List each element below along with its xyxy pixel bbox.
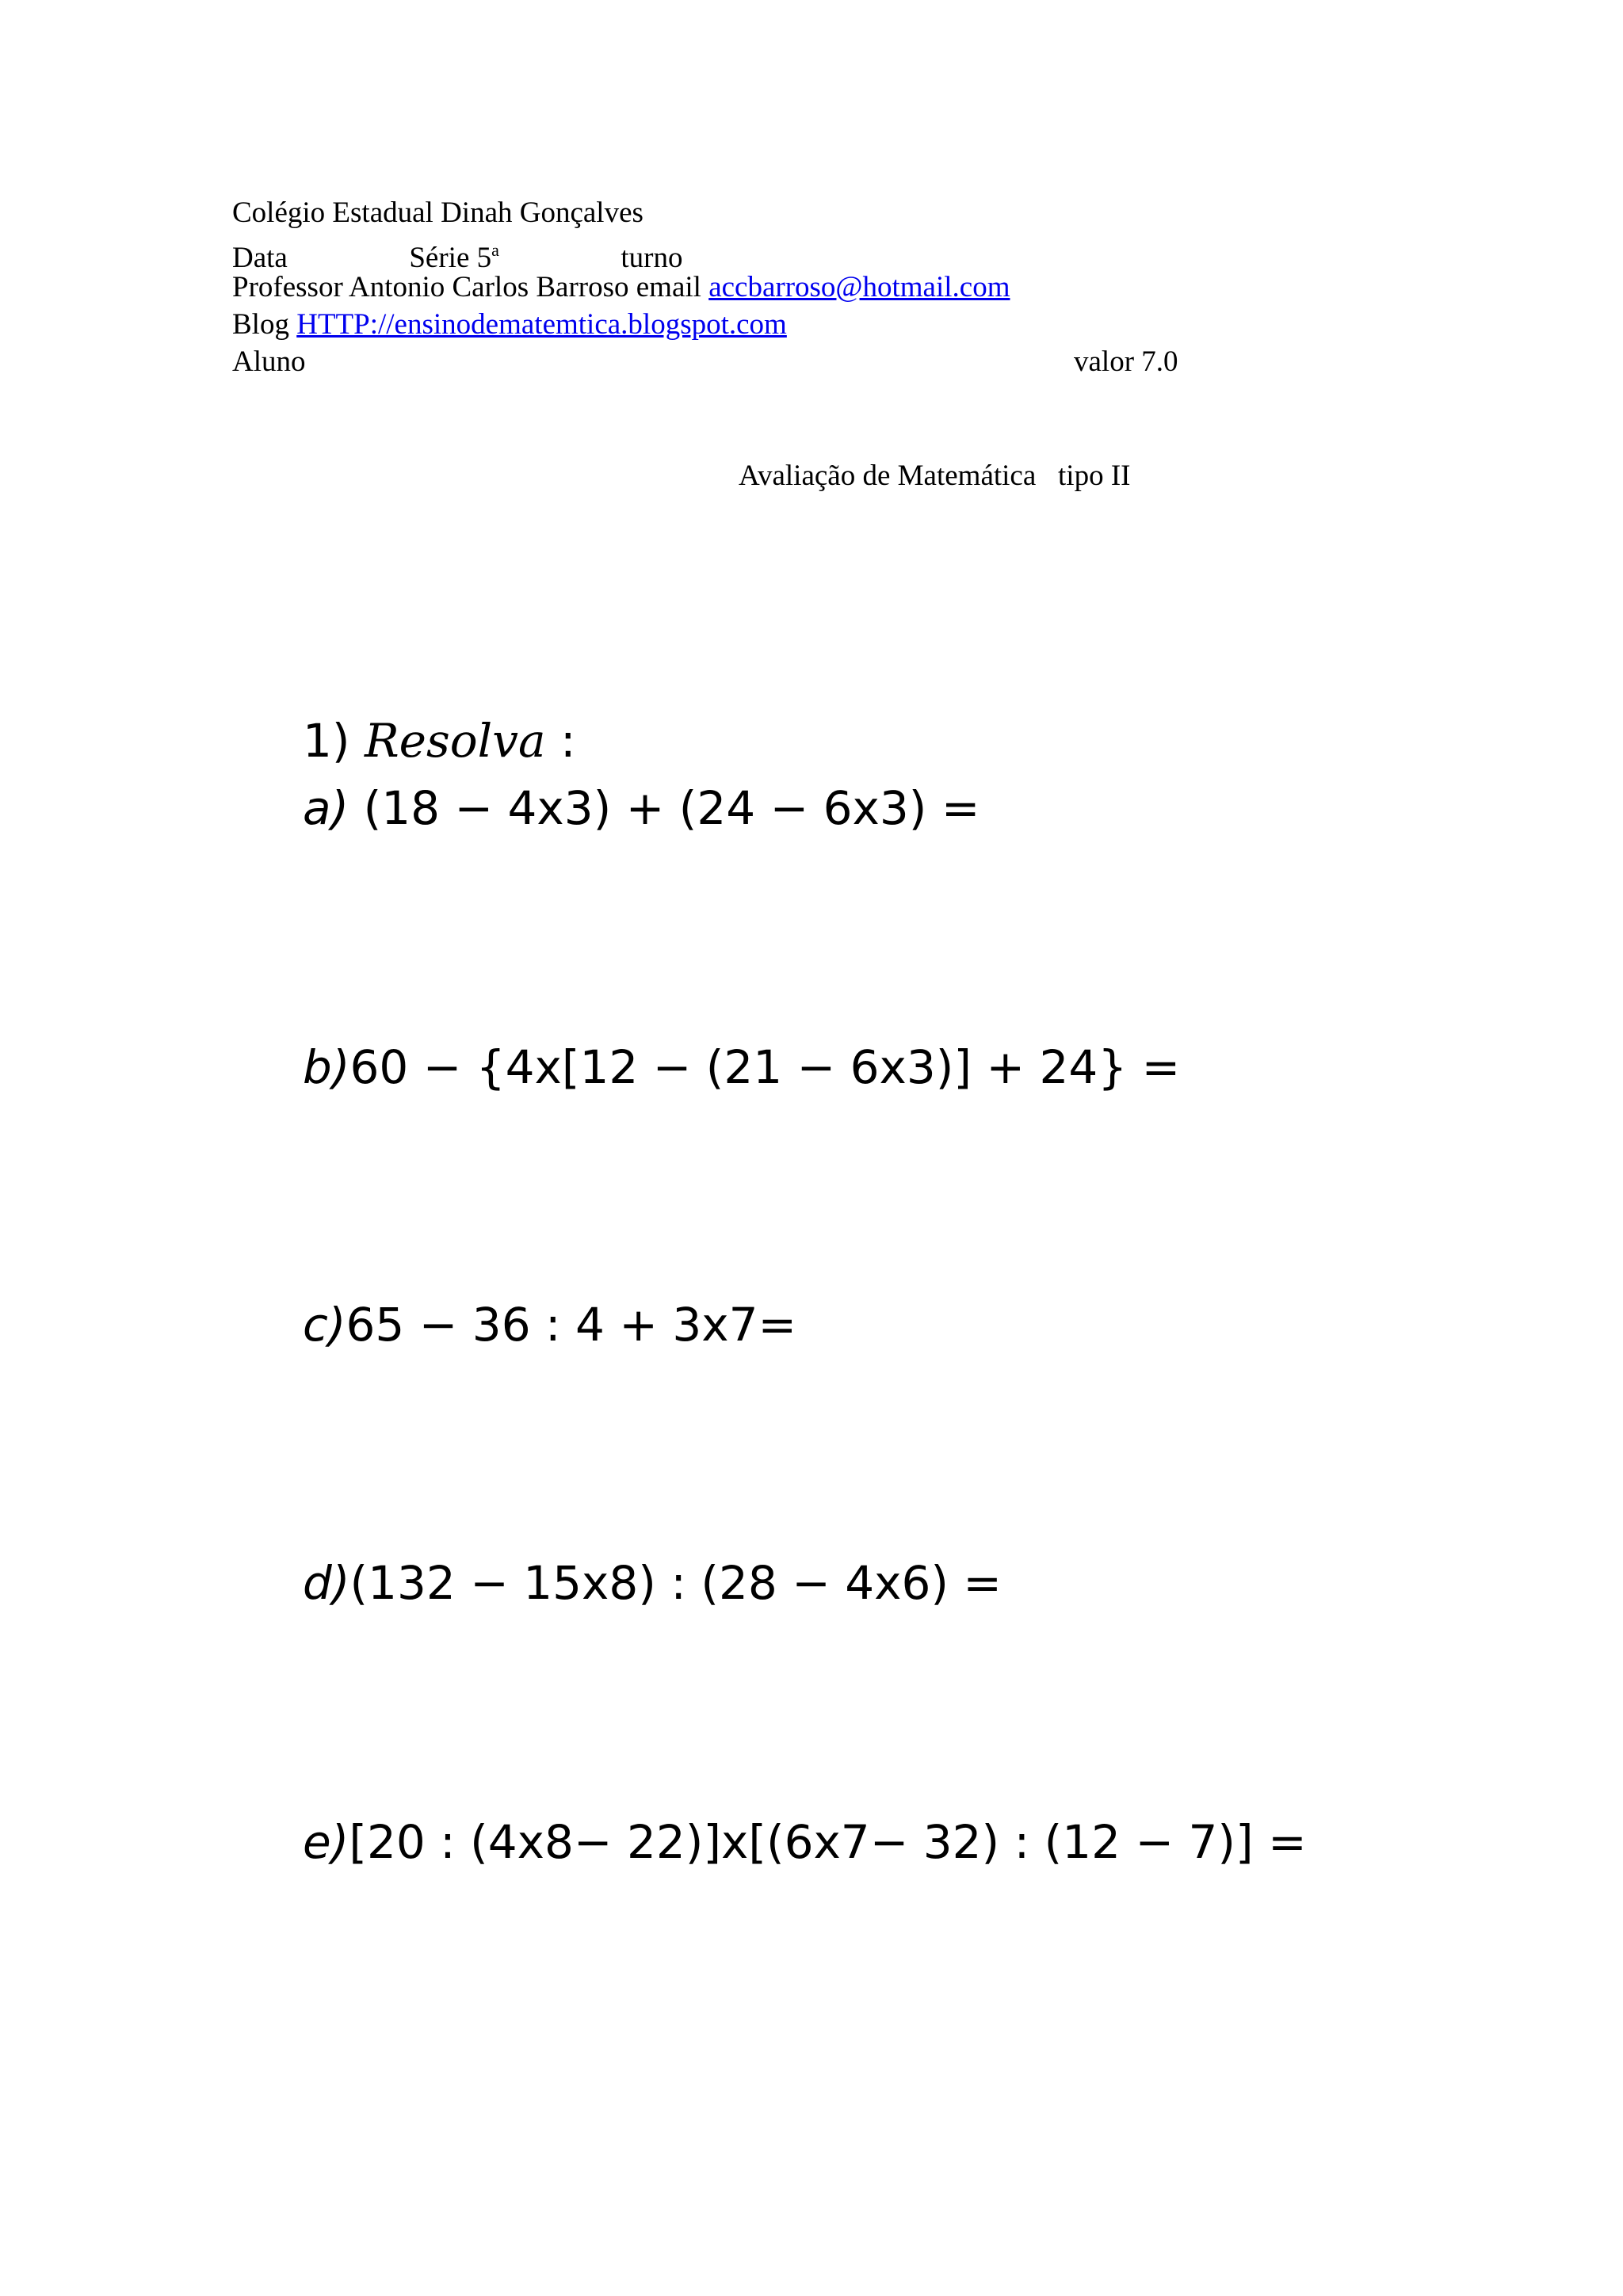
question-heading <box>303 713 576 769</box>
school-name: Colégio Estadual Dinah Gonçalves <box>232 196 643 229</box>
problem-b <box>303 1039 1180 1095</box>
blog-line <box>232 307 787 343</box>
aluno-label: Aluno <box>232 345 306 378</box>
professor-text: Professor Antonio Carlos Barroso email <box>232 271 709 303</box>
turno-label: turno <box>621 242 683 274</box>
data-label: Data <box>232 242 288 274</box>
problem-a-expression: (18 − 4x3) + (24 − 6x3) = <box>349 781 980 835</box>
serie-superscript: a <box>491 240 499 260</box>
problem-d <box>303 1555 1002 1611</box>
valor-label: valor 7.0 <box>1074 345 1178 378</box>
problem-c <box>303 1297 796 1352</box>
question-colon: : <box>559 714 576 768</box>
problem-c-letter: c) <box>303 1298 346 1352</box>
professor-line <box>232 269 1010 306</box>
problem-b-letter: b) <box>303 1040 350 1094</box>
blog-label: Blog <box>232 308 297 341</box>
problem-d-letter: d) <box>303 1556 350 1610</box>
question-instruction: Resolva <box>364 714 546 768</box>
serie-label: Série 5 <box>409 242 492 274</box>
problem-e-expression: [20 : (4x8− 22)]x[(6x7− 32) : (12 − 7)] = <box>349 1815 1307 1869</box>
blog-link[interactable]: HTTP://ensinodematemtica.blogspot.com <box>296 308 787 341</box>
problem-e-letter: e) <box>303 1815 349 1869</box>
question-number: 1) <box>303 714 350 768</box>
problem-b-expression: 60 − {4x[12 − (21 − 6x3)] + 24} = <box>349 1040 1181 1094</box>
problem-e <box>303 1814 1307 1870</box>
problem-d-expression: (132 − 15x8) : (28 − 4x6) = <box>349 1556 1002 1610</box>
problem-a-letter: a) <box>303 781 349 835</box>
problem-c-expression: 65 − 36 : 4 + 3x7= <box>346 1298 797 1352</box>
evaluation-title: Avaliação de Matemática tipo II <box>739 460 1131 492</box>
problem-a <box>303 780 980 836</box>
email-link[interactable]: accbarroso@hotmail.com <box>708 271 1010 303</box>
